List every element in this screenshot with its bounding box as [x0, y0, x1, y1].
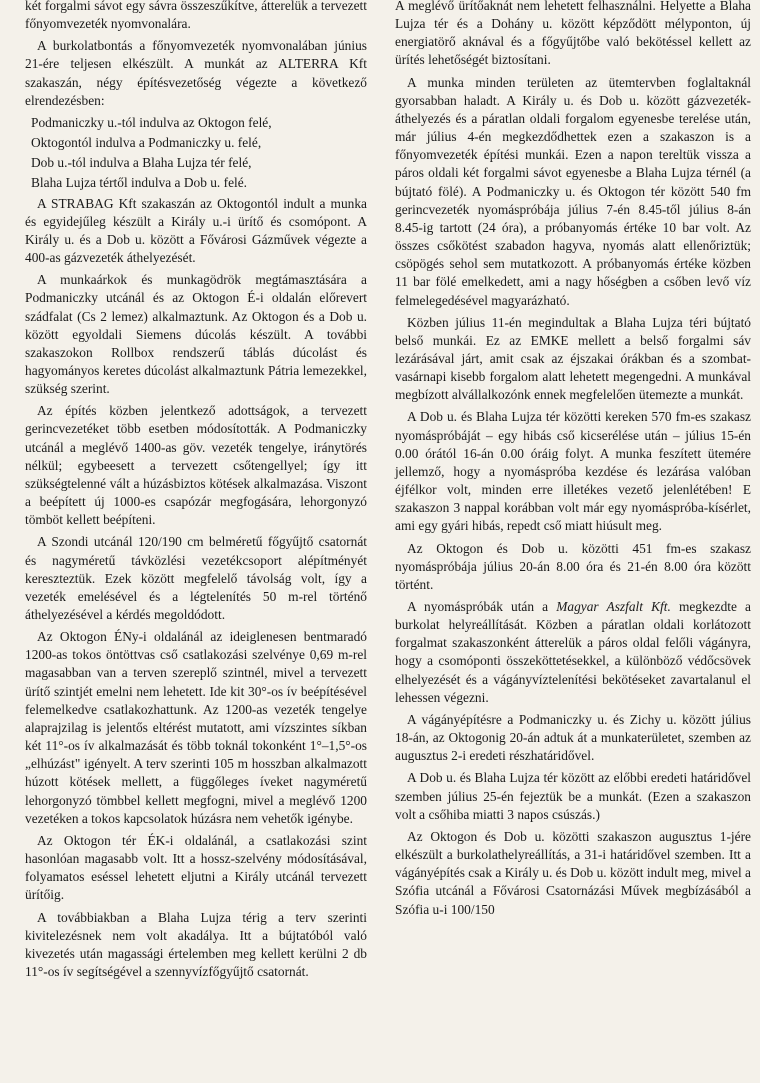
list-item: Blaha Lujza tértől indulva a Dob u. felé. [31, 175, 248, 191]
paragraph: A Szondi utcánál 120/190 cm belméretű főgyűjtő csatornát és nagyméretű távközlési vezetékcsoport alépítményét kereszteztük. Ezek között megfelelő távolság volt, így a vezeték emelésével és a légtelenítés 50 m-rel történő áthelyezésével a kérdés megoldódott. [25, 534, 367, 622]
paragraph: Az Oktogon és Dob u. közötti 451 fm-es szakasz nyomáspróbája július 20-án 8.00 óra és 21-én 8.00 óra között történt. [395, 540, 751, 592]
company-name: Magyar Aszfalt Kft. [556, 599, 671, 614]
paragraph: A munkaárkok és munkagödrök megtámasztására a Podmaniczky utcánál és az Oktogon É-i oldalán előrevert szádfalat (Cs 2 lemez) alkalmaztunk. Az Oktogon és a Dob u. között egyoldali Siemens dúcolás készült. A további szakaszokon Rollbox rendszerű táblás dúcolást és hagyományos keretes dúcolást alkalmaztunk Pátria lemezekkel, szükség szerint. [25, 272, 367, 397]
paragraph: Az Oktogon ÉNy-i oldalánál az ideiglenesen bentmaradó 1200-as tokos öntöttvas cső csatlakozási szelvénye 0,69 m-rel magasabban van a terven szereplő szintnél, mivel a tervezett ürítő szintjét emelni nem lehetett. Ide kit 30°-os ív beépítésével felemelkedve csatlakozhattunk. Az 1200-as vezeték tengelye alaprajzilag is jelentős eltérést mutatott, ami vízszintes síkban két 11°-os ív alkalmazását és több toknál tokonként 1°–1,5°-os „elhúzást" igényelt. A terv szerinti 105 m hosszban alkalmazott húzott kötések mellett, a függőleges íveket nagyméretű lehorgonyzó tömbbel kellett megfogni, mivel a meglévő 1200 vezetéken a tokos kapcsolatok húzásra nem vehetők igénybe. [25, 629, 367, 826]
paragraph: A meglévő ürítőaknát nem lehetett felhasználni. Helyette a Blaha Lujza tér és a Dohány u. között képződött mélyponton, új energiatörő aknával és a főgyűjtőbe való bekötéssel kellett az ürítés lehetőségét biztosítani. [395, 0, 751, 68]
paragraph: A Dob u. és Blaha Lujza tér közötti kereken 570 fm-es szakasz nyomáspróbáját – egy hibás cső kicserélése után – július 15-én 0.00 órától 16-án 0.00 óráig folyt. A munka feszített ütemére jellemző, hogy a nyomáspróba kezdése és lezárása valóban éjfélkor volt, minden erre illetékes vezető jelenlétében! E szakaszon 3 nappal korábban volt már egy nyomáspróba-kísérlet, ami egy gyári hibás, repedt cső miatt hiúsult meg. [395, 409, 751, 534]
paragraph: A továbbiakban a Blaha Lujza térig a terv szerinti kivitelezésnek nem volt akadálya. Itt a bújtatóból való kivezetés után magassági értelemben meg kellett kerülni 2 db 11°-os ív segítségével a szennyvízfőgyűjtő csatornát. [25, 909, 367, 979]
paragraph: Közben július 11-én megindultak a Blaha Lujza téri bújtató belső munkái. Ez az EMKE mellett a belső forgalmi sáv lezárásával járt, amit csak az éjszakai órákban és a szombat-vasárnapi kisebb forgalom alatt lehetett megengedni. A munkával megbízott alvállalkozónk ennek megfelelően ütemezte a munkát. [395, 314, 751, 403]
paragraph: Az Oktogon tér ÉK-i oldalánál, a csatlakozási szint hasonlóan magasabb volt. Itt a hossz-szelvény módosításával, folyamatos eséssel lehetett eljutni a Király utcánál tervezett ürítőig. [25, 832, 367, 903]
right-text-column [395, 0, 751, 923]
paragraph: A nyomáspróbák után a Magyar Aszfalt Kft. megkezdte a burkolat helyreállítását. Közben a páratlan oldali korlátozott forgalmat szakaszonként átterelük a páros oldal felőli vágányra, hogy a csomóponti összeköttetésekkel, a különböző védőcsövek elhelyezését és a vágányvíztelenítési bekötéseket zavartalanul el lehessen végezni. [395, 599, 752, 705]
left-text-column [25, 0, 367, 985]
paragraph: A Dob u. és Blaha Lujza tér között az előbbi eredeti határidővel szemben július 25-én fejeztük be a munkát. (Ezen a szakaszon volt a csőhiba miatti 3 napos csúszás.) [395, 770, 751, 822]
list-item: Podmaniczky u.-tól indulva az Oktogon felé, [31, 114, 272, 130]
paragraph: A STRABAG Kft szakaszán az Oktogontól indult a munka és egyidejűleg készült a Király u.-i ürítő és csomópont. A Király u. és a Dob u. között a Fővárosi Gázművek végezte a 400-as gázvezeték áthelyezését. [25, 195, 367, 266]
paragraph: két forgalmi sávot egy sávra összeszűkítve, átterelük a tervezett főnyomvezeték nyomvonalára. [25, 0, 367, 32]
paragraph: A munka minden területen az ütemtervben foglaltaknál gyorsabban haladt. A Király u. és Dob u. között gázvezeték-áthelyezés és a páratlan oldali forgalom egyenesbe terelése után, már július 4-én megkezdődhettek ezen a szakaszon is a főnyomvezeték építési munkái. Ezen a napon tereltük vissza a páros oldali két forgalmi sávot egyenesbe a Blaha Lujza térnél (a bújtató fölé). A Podmaniczky u. és Oktogon tér között 540 fm gerincvezeték nyomáspróbája július 7-én 8.45-től július 8-án 8.45-ig tartott (24 óra), a próbanyomás értéke 10 bar volt. Az összes csőkötést szabadon hagyva, nyomás alatt ellenőriztük; csöpögés sehol sem mutatkozott. A próbanyomás értéke közben 11 bar fölé emelkedett, ami a nagy hőségben a csőben levő víz felmelegedésével magyarázható. [395, 74, 751, 308]
list-item: Dob u.-tól indulva a Blaha Lujza tér felé, [31, 155, 252, 171]
list-item: Oktogontól indulva a Podmaniczky u. felé, [31, 135, 262, 151]
paragraph: A burkolatbontás a főnyomvezeték nyomvonalában június 21-ére teljesen elkészült. A munkát az ALTERRA Kft szakaszán, négy építésvezetőség végezte a következő elrendezésben: [25, 38, 367, 108]
paragraph: A vágányépítésre a Podmaniczky u. és Zichy u. között július 18-án, az Oktogonig 20-án adtuk át a munkaterületet, szemben az augusztus 2-i eredeti részhatáridővel. [395, 711, 751, 764]
paragraph: Az építés közben jelentkező adottságok, a tervezett gerincvezetéket több esetben módosították. A Podmaniczky utcánál a meglévő 1400-as göv. vezeték tengelye, iránytörés nélkül; egybeesett a tervezett csőtengellyel; így itt szükségtelenné vált a húzásbiztos kötések alkalmazása. Viszont a beépített új 1000-es csapózár megfogására, lehorgonyzó tömböt kellett beépíteni. [25, 403, 367, 528]
paragraph: Az Oktogon és Dob u. közötti szakaszon augusztus 1-jére elkészült a burkolathelyreállítás, a 31-i határidővel szemben. Itt a vágányépítés csak a Király u. és Dob u. között indult meg, mivel a Szófia utcánál a Fővárosi Csatornázási Művek megbízásából a Szófia u-i 100/150 [395, 828, 751, 917]
